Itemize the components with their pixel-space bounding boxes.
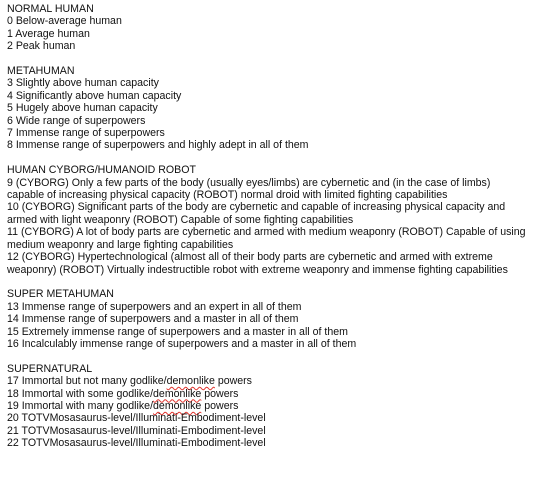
tier-line: 14 Immense range of superpowers and a master in all of them xyxy=(7,313,299,326)
section-normal-human xyxy=(7,3,527,53)
tier-line: 6 Wide range of superpowers xyxy=(7,114,146,127)
tier-text: powers xyxy=(201,387,239,400)
tier-line: 21 TOTVMosasaurus-level/Illuminati-Embodiment-level xyxy=(7,424,266,437)
tier-line: 1 Average human xyxy=(7,27,90,40)
tier-line: 4 Significantly above human capacity xyxy=(7,89,182,102)
section-heading: HUMAN CYBORG/HUMANOID ROBOT xyxy=(7,164,196,177)
document-body xyxy=(7,3,527,450)
section-supernatural xyxy=(7,363,527,450)
section-super-metahuman xyxy=(7,288,527,350)
tier-line: 7 Immense range of superpowers xyxy=(7,127,165,140)
spellcheck-flagged-word[interactable]: demonlike xyxy=(166,375,215,388)
section-heading: SUPER METAHUMAN xyxy=(7,288,114,301)
spellcheck-flagged-word[interactable]: demonlike xyxy=(153,399,202,412)
tier-text: powers xyxy=(214,375,252,388)
section-heading: METAHUMAN xyxy=(7,65,75,78)
tier-paragraph: 10 (CYBORG) Significant parts of the body are cybernetic and capable of increasing physical capacity and armed with light weaponry (ROBOT) Capable of some fighting capabilities xyxy=(7,201,506,226)
section-cyborg-robot xyxy=(7,164,527,276)
tier-line: 16 Incalculably immense range of superpowers and a master in all of them xyxy=(7,337,357,350)
tier-text: 18 Immortal with some godlike/ xyxy=(7,387,154,400)
tier-line: 13 Immense range of superpowers and an expert in all of them xyxy=(7,300,302,313)
tier-line: 15 Extremely immense range of superpowers and a master in all of them xyxy=(7,325,348,338)
tier-line: 8 Immense range of superpowers and highly adept in all of them xyxy=(7,139,309,152)
tier-line: 20 TOTVMosasaurus-level/Illuminati-Embodiment-level xyxy=(7,412,266,425)
tier-paragraph: 12 (CYBORG) Hypertechnological (almost all of their body parts are cybernetic and armed with extreme weaponry) (ROBOT) Virtually indestructible robot with extreme weaponry and immense fighting capabilities xyxy=(7,251,508,276)
tier-line xyxy=(7,388,527,400)
tier-line: 22 TOTVMosasaurus-level/Illuminati-Embodiment-level xyxy=(7,437,266,450)
section-metahuman xyxy=(7,65,527,152)
section-heading: NORMAL HUMAN xyxy=(7,3,94,15)
tier-text: 19 Immortal with many godlike/ xyxy=(7,399,154,412)
tier-text: powers xyxy=(201,399,239,412)
tier-line: 0 Below-average human xyxy=(7,15,122,28)
tier-text: 17 Immortal but not many godlike/ xyxy=(7,375,167,388)
tier-line xyxy=(7,400,527,412)
spellcheck-flagged-word[interactable]: demonlike xyxy=(153,387,202,400)
tier-paragraph: 9 (CYBORG) Only a few parts of the body (usually eyes/limbs) are cybernetic and (in the case of limbs) capable of increasing physical capacity (ROBOT) normal droid with limited fighting capabilities xyxy=(7,176,491,202)
tier-line: 5 Hugely above human capacity xyxy=(7,102,158,115)
tier-line xyxy=(7,375,527,387)
section-heading: SUPERNATURAL xyxy=(7,362,93,375)
tier-line: 3 Slightly above human capacity xyxy=(7,77,159,90)
tier-line: 2 Peak human xyxy=(7,40,76,53)
tier-paragraph: 11 (CYBORG) A lot of body parts are cybernetic and armed with medium weaponry (ROBOT) Capable of using medium weaponry and large fighting capabilities xyxy=(7,226,526,251)
